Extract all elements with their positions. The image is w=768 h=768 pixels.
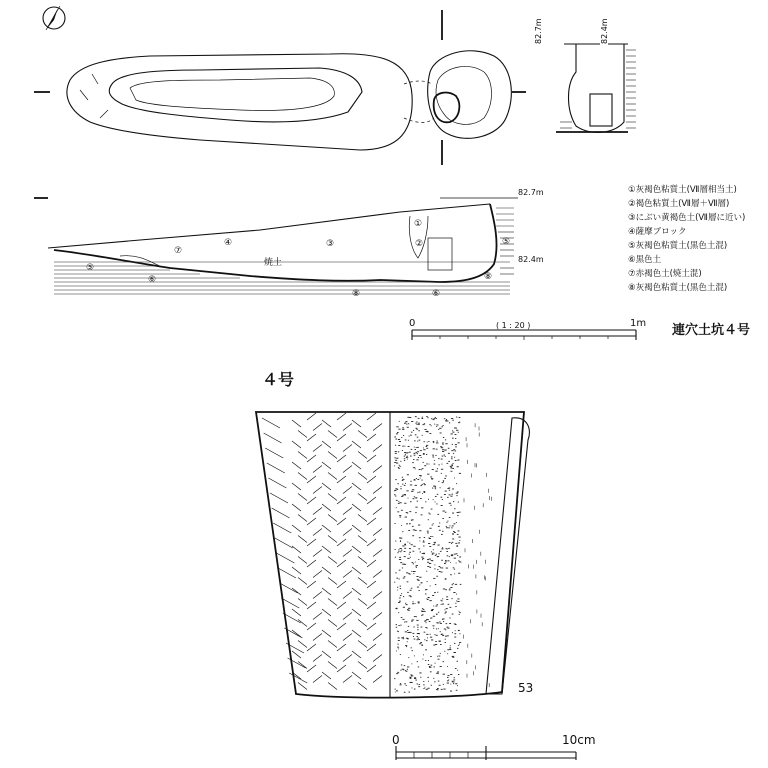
layer-marker-2: ② [415,239,424,249]
scale-small-end: 10cm [562,733,596,747]
legend-item-8: ⑧灰褐色粘質土(黒色土混) [628,283,728,293]
layer-marker-6-left: ⑥ [148,275,157,285]
legend-item-3: ③にぶい黄褐色土(Ⅶ層に近い) [628,213,746,223]
legend-item-7: ⑦赤褐色土(焼土混) [628,269,702,279]
burnt-soil-label: 焼土 [264,258,283,268]
elev-label-right: 82.4m [600,18,609,44]
legend-item-1: ①灰褐色粘質土(Ⅶ層相当土) [628,185,737,195]
feature-title: 連穴土坑４号 [672,323,751,338]
scale-small-start: 0 [392,733,400,747]
layer-marker-8-bottom: ⑧ [352,289,361,299]
elev-label-left: 82.7m [534,18,543,44]
vessel-title: ４号 [262,370,295,389]
pottery-vessel-drawing [256,412,529,698]
pit-plan-view [34,10,526,165]
section-elev-bottom: 82.4m [518,255,544,264]
layer-marker-6-right: ⑥ [432,289,441,299]
section-elev-top: 82.7m [518,188,544,197]
scale-large-end: 1m [630,318,647,329]
legend-item-2: ②褐色粘質土(Ⅶ層＋Ⅶ層) [628,199,730,209]
north-arrow-icon [43,6,65,30]
layer-marker-5-left: ⑤ [86,263,95,273]
layer-legend [628,184,745,293]
vessel-number: 53 [518,681,534,695]
layer-marker-4: ④ [224,238,233,248]
pit-cross-section [534,18,636,132]
scale-bar-small [392,733,596,760]
scale-large-start: 0 [409,318,416,329]
layer-marker-7: ⑦ [174,246,183,256]
pit-long-section [34,188,544,299]
layer-marker-3: ③ [326,239,335,249]
scale-bar-large [409,318,646,340]
layer-marker-1: ① [414,219,423,229]
scale-large-ratio: ( 1 : 20 ) [496,321,531,330]
legend-item-4: ④薩摩ブロック [628,227,687,237]
legend-item-6: ⑥黒色土 [628,255,662,265]
layer-marker-5-right: ⑤ [502,237,511,247]
layer-marker-8-right: ⑧ [484,272,493,282]
legend-item-5: ⑤灰褐色粘質土(黒色土混) [628,241,728,251]
